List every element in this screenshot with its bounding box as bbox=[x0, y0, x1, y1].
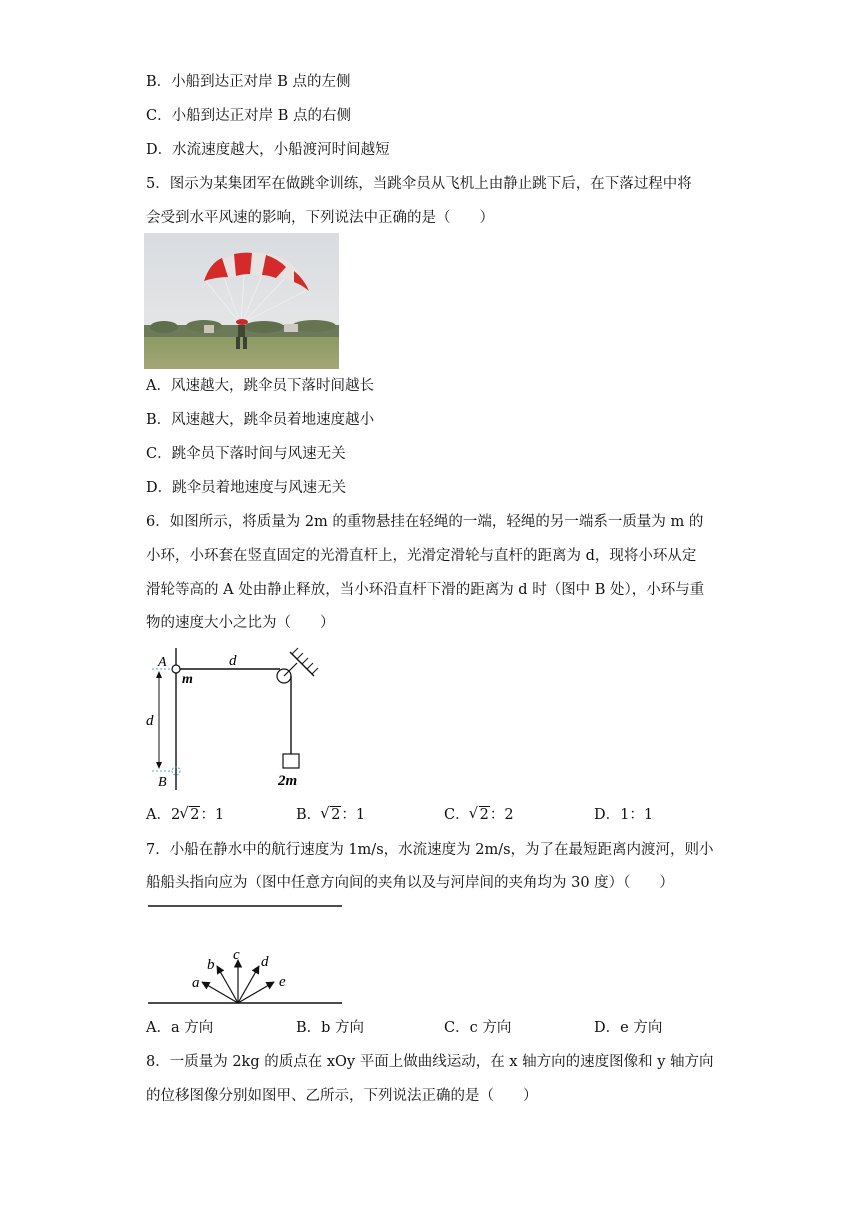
q4-option-b: B．小船到达正对岸 B 点的左侧 bbox=[146, 74, 351, 90]
q7-option-a: A．a 方向 bbox=[146, 1020, 214, 1036]
label-2m: 2m bbox=[278, 773, 298, 789]
q6-stem-line3: 滑轮等高的 A 处由静止释放，当小环沿直杆下滑的距离为 d 时（图中 B 处），小环与重 bbox=[146, 582, 705, 598]
q8-stem-line1: 8．一质量为 2kg 的质点在 xOy 平面上做曲线运动，在 x 轴方向的速度图像和 y 轴方向 bbox=[146, 1054, 714, 1070]
q6-option-b: B．√ 2：1 bbox=[296, 805, 365, 825]
label-d-side: d bbox=[146, 713, 154, 729]
q5-option-d: D．跳伞员着地速度与风速无关 bbox=[146, 480, 347, 496]
q6-option-a: A．2√ 2：1 bbox=[146, 805, 224, 825]
label-a: A bbox=[158, 655, 167, 670]
q7-option-b: B．b 方向 bbox=[296, 1020, 365, 1036]
q7-stem-line2: 船船头指向应为（图中任意方向间的夹角以及与河岸间的夹角均为 30 度）（ ） bbox=[146, 875, 674, 891]
label-d-top: d bbox=[229, 653, 237, 669]
q6-stem-line2: 小环，小环套在竖直固定的光滑直杆上，光滑定滑轮与直杆的距离为 d，现将小环从定 bbox=[146, 548, 697, 564]
label-dir-a: a bbox=[192, 975, 200, 991]
q5-stem-line2: 会受到水平风速的影响，下列说法中正确的是（ ） bbox=[146, 210, 494, 226]
parachute-photo bbox=[144, 233, 339, 369]
q5-stem-line1: 5．图示为某集团军在做跳伞训练，当跳伞员从飞机上由静止跳下后，在下落过程中将 bbox=[146, 176, 692, 192]
q6-option-c: C．√ 2：2 bbox=[444, 805, 514, 825]
q6-stem-line1: 6．如图所示，将质量为 2m 的重物悬挂在轻绳的一端，轻绳的另一端系一质量为 m 的 bbox=[146, 514, 704, 530]
q6-stem-line4: 物的速度大小之比为（ ） bbox=[146, 615, 335, 631]
label-dir-b: b bbox=[207, 957, 215, 973]
q7-stem-line1: 7．小船在静水中的航行速度为 1m/s，水流速度为 2m/s，为了在最短距离内渡河，则小 bbox=[146, 842, 714, 858]
label-dir-e: e bbox=[279, 974, 286, 990]
label-dir-c: c bbox=[233, 947, 240, 963]
q7-option-d: D．e 方向 bbox=[594, 1020, 663, 1036]
river-direction-diagram bbox=[146, 898, 346, 1010]
label-dir-d: d bbox=[261, 954, 269, 970]
q4-option-d: D．水流速度越大，小船渡河时间越短 bbox=[146, 142, 390, 158]
pulley-ring-diagram bbox=[140, 644, 340, 794]
label-m: m bbox=[182, 672, 193, 687]
q4-option-c: C．小船到达正对岸 B 点的右侧 bbox=[146, 108, 351, 124]
label-b: B bbox=[158, 775, 167, 790]
q6-option-d: D．1：1 bbox=[594, 807, 654, 823]
q7-option-c: C．c 方向 bbox=[444, 1020, 512, 1036]
q5-option-b: B．风速越大，跳伞员着地速度越小 bbox=[146, 412, 375, 428]
q5-option-c: C．跳伞员下落时间与风速无关 bbox=[146, 446, 346, 462]
q8-stem-line2: 的位移图像分别如图甲、乙所示，下列说法正确的是（ ） bbox=[146, 1088, 538, 1104]
q5-option-a: A．风速越大，跳伞员下落时间越长 bbox=[146, 378, 374, 394]
